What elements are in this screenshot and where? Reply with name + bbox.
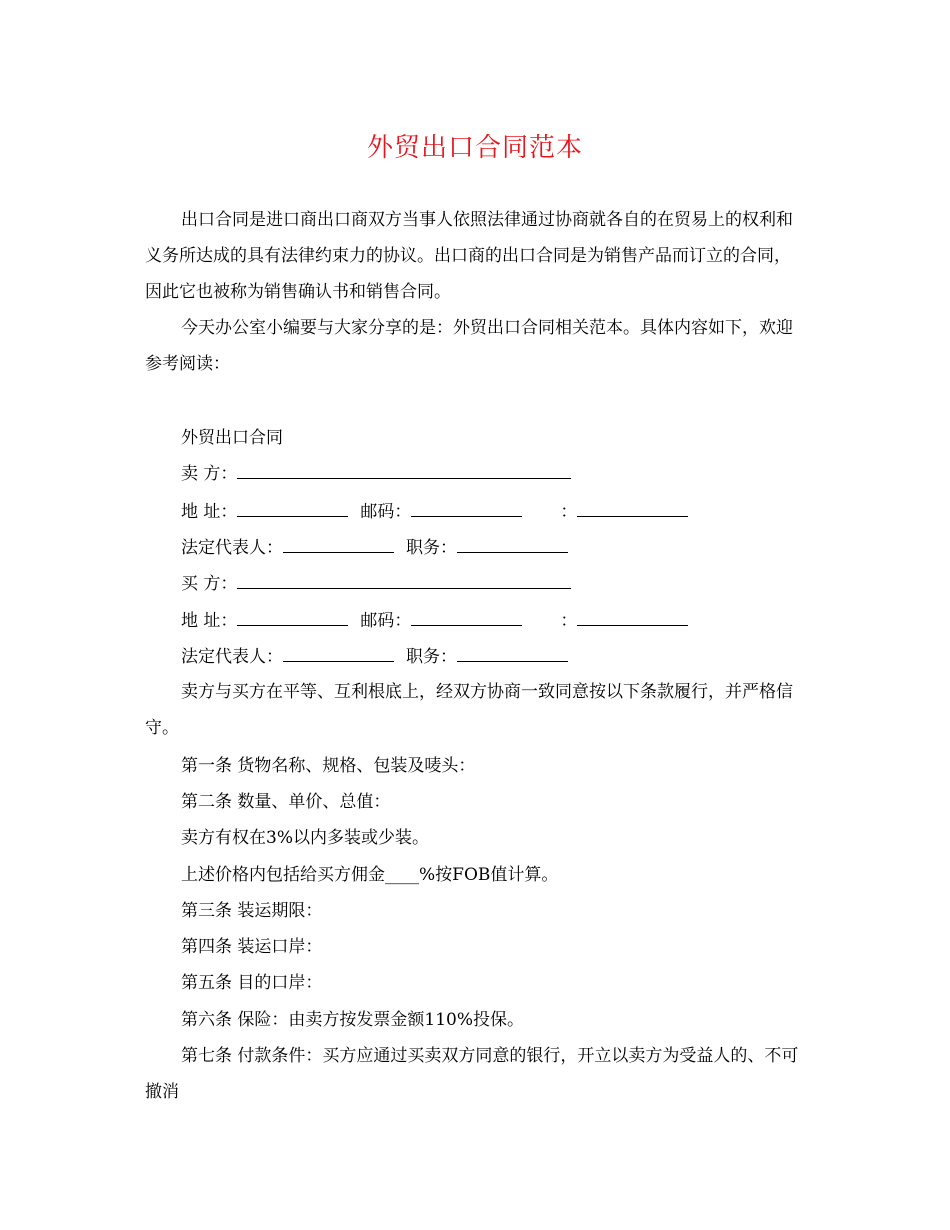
buyer-address-blank: [237, 611, 348, 626]
document-title: 外贸出口合同范本: [366, 133, 583, 163]
buyer-postcode-blank: [411, 611, 522, 626]
seller-party-row: [181, 456, 571, 492]
clause-6: 第六条 保险：由卖方按发票金额110%投保。: [181, 1010, 525, 1030]
clause-4: 第四条 装运口岸：: [181, 937, 323, 957]
buyer-party-row: [181, 566, 571, 602]
clause-5: 第五条 目的口岸：: [181, 973, 323, 993]
seller-rep-blank: [283, 538, 394, 553]
clause-1: 第一条 货物名称、规格、包装及唛头：: [181, 756, 476, 776]
buyer-position-blank: [457, 647, 568, 662]
contract-heading: 外贸出口合同: [181, 428, 283, 448]
seller-rep-row: [181, 530, 568, 566]
buyer-party-label: 买 方：: [181, 574, 238, 594]
buyer-postcode-label: 邮码：: [360, 611, 412, 631]
intro-paragraph-1: 出口合同是进口商出口商双方当事人依照法律通过协商就各自的在贸易上的权利和义务所达成的具有法律约束力的协议。出口商的出口合同是为销售产品而订立的合同，因此它也被称为销售确认书和销售合同。: [145, 210, 793, 302]
buyer-address-row: [181, 603, 688, 639]
clause-2-note-1: 卖方有权在3%以内多装或少装。: [181, 828, 429, 848]
seller-rep-label: 法定代表人：: [181, 538, 283, 558]
buyer-rep-label: 法定代表人：: [181, 647, 283, 667]
clause-2: 第二条 数量、单价、总值：: [181, 792, 391, 812]
seller-address-label: 地 址：: [181, 502, 238, 522]
buyer-rep-row: [181, 639, 568, 675]
buyer-rep-blank: [283, 647, 394, 662]
seller-position-label: 职务：: [406, 538, 457, 558]
buyer-position-label: 职务：: [406, 647, 457, 667]
seller-position-blank: [457, 538, 568, 553]
seller-address-row: [181, 494, 688, 530]
seller-party-label: 卖 方：: [181, 464, 238, 484]
intro-paragraph-2: 今天办公室小编要与大家分享的是：外贸出口合同相关范本。具体内容如下，欢迎参考阅读：: [145, 318, 793, 374]
agreement-paragraph: 卖方与买方在平等、互利根底上，经双方协商一致同意按以下条款履行，并严格信守。: [145, 682, 793, 738]
seller-postcode-label: 邮码：: [360, 502, 412, 522]
buyer-extra-blank: [577, 611, 688, 626]
seller-address-blank: [237, 502, 348, 517]
clause-3: 第三条 装运期限：: [181, 901, 323, 921]
seller-extra-blank: [577, 502, 688, 517]
seller-name-blank: [237, 464, 571, 479]
buyer-extra-label: ：: [560, 611, 578, 631]
seller-extra-label: ：: [560, 502, 578, 522]
buyer-address-label: 地 址：: [181, 611, 238, 631]
seller-postcode-blank: [411, 502, 522, 517]
buyer-name-blank: [237, 574, 571, 589]
clause-7: 第七条 付款条件：买方应通过买卖双方同意的银行，开立以卖方为受益人的、不可撤消: [145, 1046, 799, 1102]
clause-2-note-2: 上述价格内包括给买方佣金____%按FOB值计算。: [181, 865, 559, 885]
